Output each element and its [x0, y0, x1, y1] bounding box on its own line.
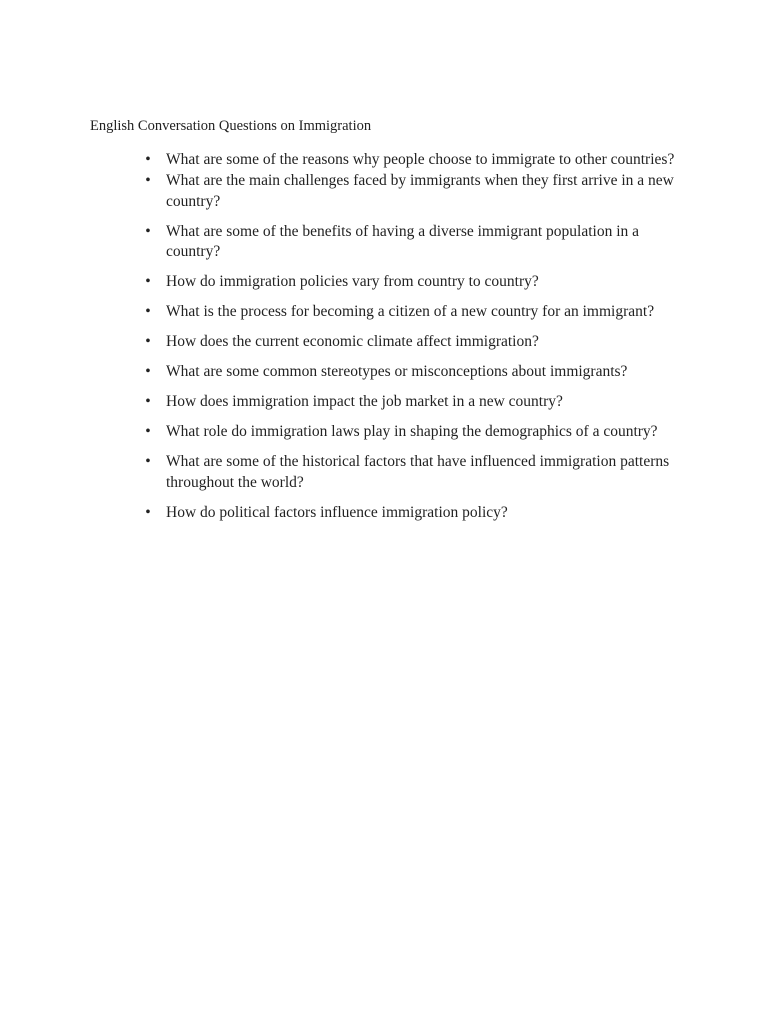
list-item — [145, 150, 686, 171]
bullet-icon: • — [145, 423, 151, 440]
question-text: What role do immigration laws play in shaping the demographics of a country? — [166, 423, 658, 440]
bullet-icon: • — [145, 453, 151, 470]
bullet-icon: • — [145, 151, 151, 168]
question-text: How does immigration impact the job market in a new country? — [166, 393, 563, 410]
list-item — [145, 452, 686, 493]
list-item — [145, 272, 686, 293]
question-text: What are the main challenges faced by immigrants when they first arrive in a new country? — [166, 172, 674, 210]
document-title: English Conversation Questions on Immigration — [90, 118, 372, 134]
bullet-icon: • — [145, 503, 151, 521]
question-text: How does the current economic climate affect immigration? — [166, 333, 539, 350]
question-list — [145, 150, 686, 533]
list-item — [145, 332, 686, 353]
list-item — [145, 422, 686, 443]
question-text: How do political factors influence immigration policy? — [166, 503, 508, 521]
list-item — [145, 392, 686, 413]
question-text: How do immigration policies vary from country to country? — [166, 273, 539, 290]
question-text: What are some of the benefits of having a diverse immigrant population in a country? — [166, 222, 640, 260]
bullet-icon: • — [145, 393, 151, 410]
bullet-icon: • — [145, 222, 151, 240]
bullet-icon: • — [145, 273, 151, 290]
list-item — [145, 222, 686, 263]
bullet-icon: • — [145, 333, 151, 350]
bullet-icon: • — [145, 303, 151, 320]
question-text: What are some of the reasons why people choose to immigrate to other countries? — [166, 151, 675, 168]
list-item — [145, 503, 686, 524]
list-item — [145, 171, 686, 212]
list-item — [145, 302, 686, 323]
question-text: What are some common stereotypes or misconceptions about immigrants? — [166, 363, 628, 380]
question-text: What is the process for becoming a citizen of a new country for an immigrant? — [166, 303, 655, 320]
bullet-icon: • — [145, 363, 151, 380]
question-text: What are some of the historical factors that have influenced immigration patterns throughout the world? — [166, 453, 670, 491]
bullet-icon: • — [145, 172, 151, 189]
list-item — [145, 362, 686, 383]
